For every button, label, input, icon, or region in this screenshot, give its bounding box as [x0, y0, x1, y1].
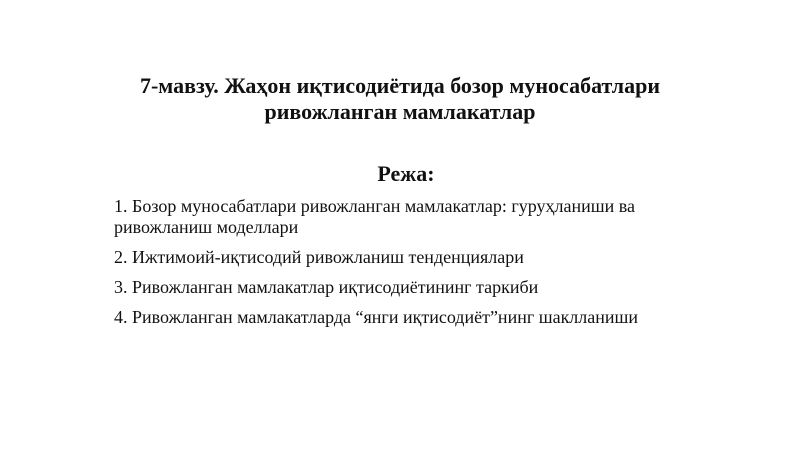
plan-item-4: 4. Ривожланган мамлакатларда “янги иқтисодиёт”нинг шаклланиши: [114, 307, 639, 327]
plan-list: [114, 196, 714, 337]
slide-title: [60, 73, 740, 125]
slide-title-line-2: ривожланган мамлакатлар: [264, 99, 536, 124]
plan-heading: Режа:: [377, 161, 435, 186]
plan-item-3: 3. Ривожланган мамлакатлар иқтисодиётининг таркиби: [114, 277, 539, 297]
plan-item-1: 1. Бозор муносабатлари ривожланган мамлакатлар: гуруҳланиши ва ривожланиш моделлари: [114, 196, 635, 237]
plan-item-2: 2. Ижтимоий-иқтисодий ривожланиш тенденциялари: [114, 247, 524, 267]
slide-title-line-1: 7-мавзу. Жаҳон иқтисодиётида бозор муносабатлари: [139, 73, 661, 98]
